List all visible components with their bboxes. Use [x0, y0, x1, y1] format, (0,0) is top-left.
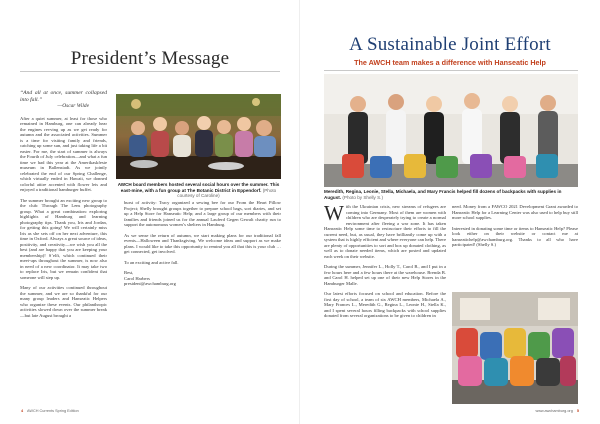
paragraph: burst of activity: Tracy organized a sewing bee for our From the Heart Pillow Project; Shelly brought groups together to prepare school bags, sort diaries, and set up a Help Store for Hanseatic Help; and a large group of our members with their families and friends joined us for the annual Lauferd Gegen Gewalt charity run to support the autonomous women’s shelters in Hamburg. [124, 200, 281, 227]
title-divider [324, 70, 578, 71]
paragraph: need. Money from a FAWCO 2021 Development Grant awarded to Hanseatic Help for a Learning Center was also used to help buy still more school supplies. [452, 204, 578, 220]
page-title: President’s Message [70, 48, 230, 69]
epigraph-quote: “And all at once, summer collapsed into fall.” [20, 90, 107, 103]
backpack-team-photo [324, 74, 578, 187]
right-page [300, 0, 600, 424]
signoff-email[interactable]: president@awchamburg.org [124, 281, 176, 286]
board-social-photo [116, 94, 281, 179]
left-footer [18, 409, 79, 413]
paragraph: Our latest efforts focused on school and education. Before the first day of school, a team of six AWCH members, Michaela A., Mary Frances L., Meredith G., Regina L., Leonie H., Stella K., and I spent several hours filling backpacks with school supplies donated from several organizations to be given to children in [324, 291, 446, 318]
team-photo-illustration [324, 74, 578, 187]
column-left-2 [124, 200, 281, 287]
school-supplies-photo [452, 292, 578, 404]
photo-caption [324, 189, 578, 200]
footer-text: AWCH Currents Spring Edition [26, 409, 79, 413]
photo-credit: (Photo by Shelly S.) [342, 194, 383, 200]
title-divider [20, 71, 280, 72]
signoff [124, 270, 281, 287]
page-number: 5 [576, 409, 579, 413]
page-title: A Sustainable Joint Effort [349, 34, 551, 55]
column-left-1 [20, 90, 107, 323]
footer-url[interactable]: www.awchamburg.org [535, 409, 573, 413]
photo-credit: (Photo courtesy of Caroline) [177, 187, 277, 199]
signoff-greeting: Best, [124, 270, 134, 275]
column-right-2 [452, 204, 578, 253]
paragraph: Many of our activities continued throughout the summer, and we are so thankful for our many group leaders and Hanseatic Helpers who organize these events. Our philanthropic activities slowed down over the summer break—but late August brought a [20, 285, 107, 318]
epigraph-author: —Oscar Wilde [57, 103, 89, 109]
photo-caption [116, 182, 281, 199]
paragraph: To an exciting and active fall. [124, 259, 179, 265]
paragraph: As we sense the return of autumn, we start making plans for our traditional fall events—Halloween and Thanksgiving. We welcome ideas and support as we make plans. I would like to take this opportunity to remind you all that this is your club … get connected, get involved. [124, 232, 281, 254]
paragraph: Interested in donating some time or items to Hanseatic Help? Please look either on their website or contact me at hanseatichelp@awchamburg.org. Thanks to all who have participated! (Shelly S.) [452, 225, 578, 247]
column-right-1 [324, 201, 446, 324]
caption-text: AWCH board members hosted several social hours over the summer. This east-mine, with a fun group at The Botanic District in Eppendorf. [117, 182, 280, 193]
paragraph: The summer brought an exciting new group to the club: Through The Lens photography group. What a great combination: exploring highlights of Hamburg and learning photography tips. Thank you, Iris and Jordan, for getting this going! We will certainly miss Iris as she sets off on her next adventure, this time in Oxford. Always a great source of ideas, positivity, and creativity—we wish you all the best (and are happy that you are keeping your membership)! S’elfi, which continued their meet-ups throughout the summer, is now also in need of a new coordinator. It may take two to replace Iris, but we remain confident that someone will step up. [20, 197, 107, 280]
paragraph-text: ith the Ukrainian crisis, new streams of refugees are coming into Germany. Most of them are women with children who are desperately trying to create a normal environment after fleeing a war zone. It has taken Hanseatic Help some time to restructure their efforts to fill the current need, but, as usual, they have brilliantly come up with a system that is highly efficient and where everyone can help. There are plenty of opportunities to sort and box up donated clothing, as well as to donate needed items, which are posted and updated each week on their website. [324, 204, 446, 259]
paragraph: During the summer, Jennifer L., Holly T., Carol B., and I put in a few hours here and a few hours there at the warehouse. Brenda B. and Carol H. helped set up one of their new Help Stores in the Hamburger Malle. [324, 264, 446, 286]
caption-text: Meredith, Regina, Leonie, Stella, Michaela, and Mary Francis helped fill dozens of backpacks with supplies in August. [324, 189, 562, 200]
paragraph [324, 201, 446, 259]
page-number: 4 [21, 409, 24, 413]
group-photo-illustration [116, 94, 281, 179]
supplies-photo-illustration [452, 292, 578, 404]
page-subtitle: The AWCH team makes a difference with Hanseatic Help [354, 58, 546, 67]
right-footer [535, 409, 582, 413]
paragraph: After a quiet summer, at least for those who remained in Hamburg, one can already hear the engines revving up as we get ready for autumn and the associated activities. Summer is a time for visiting family and friends, catching up some sun, and just taking life a bit easier. For me, the start of summer is always the Fourth of July celebration—and what a fun time we had this year at the Amerikaskfeste museum in Ballenstadt. As we jointly celebrated the end of our Spring Challenge, which virtually ended in Hawaii, we donned colorful attire accented with flower leis and enjoyed a traditional hamburger buffet. [20, 115, 107, 192]
drop-cap: W [324, 201, 344, 225]
signoff-name: Carol Harbers [124, 275, 150, 281]
